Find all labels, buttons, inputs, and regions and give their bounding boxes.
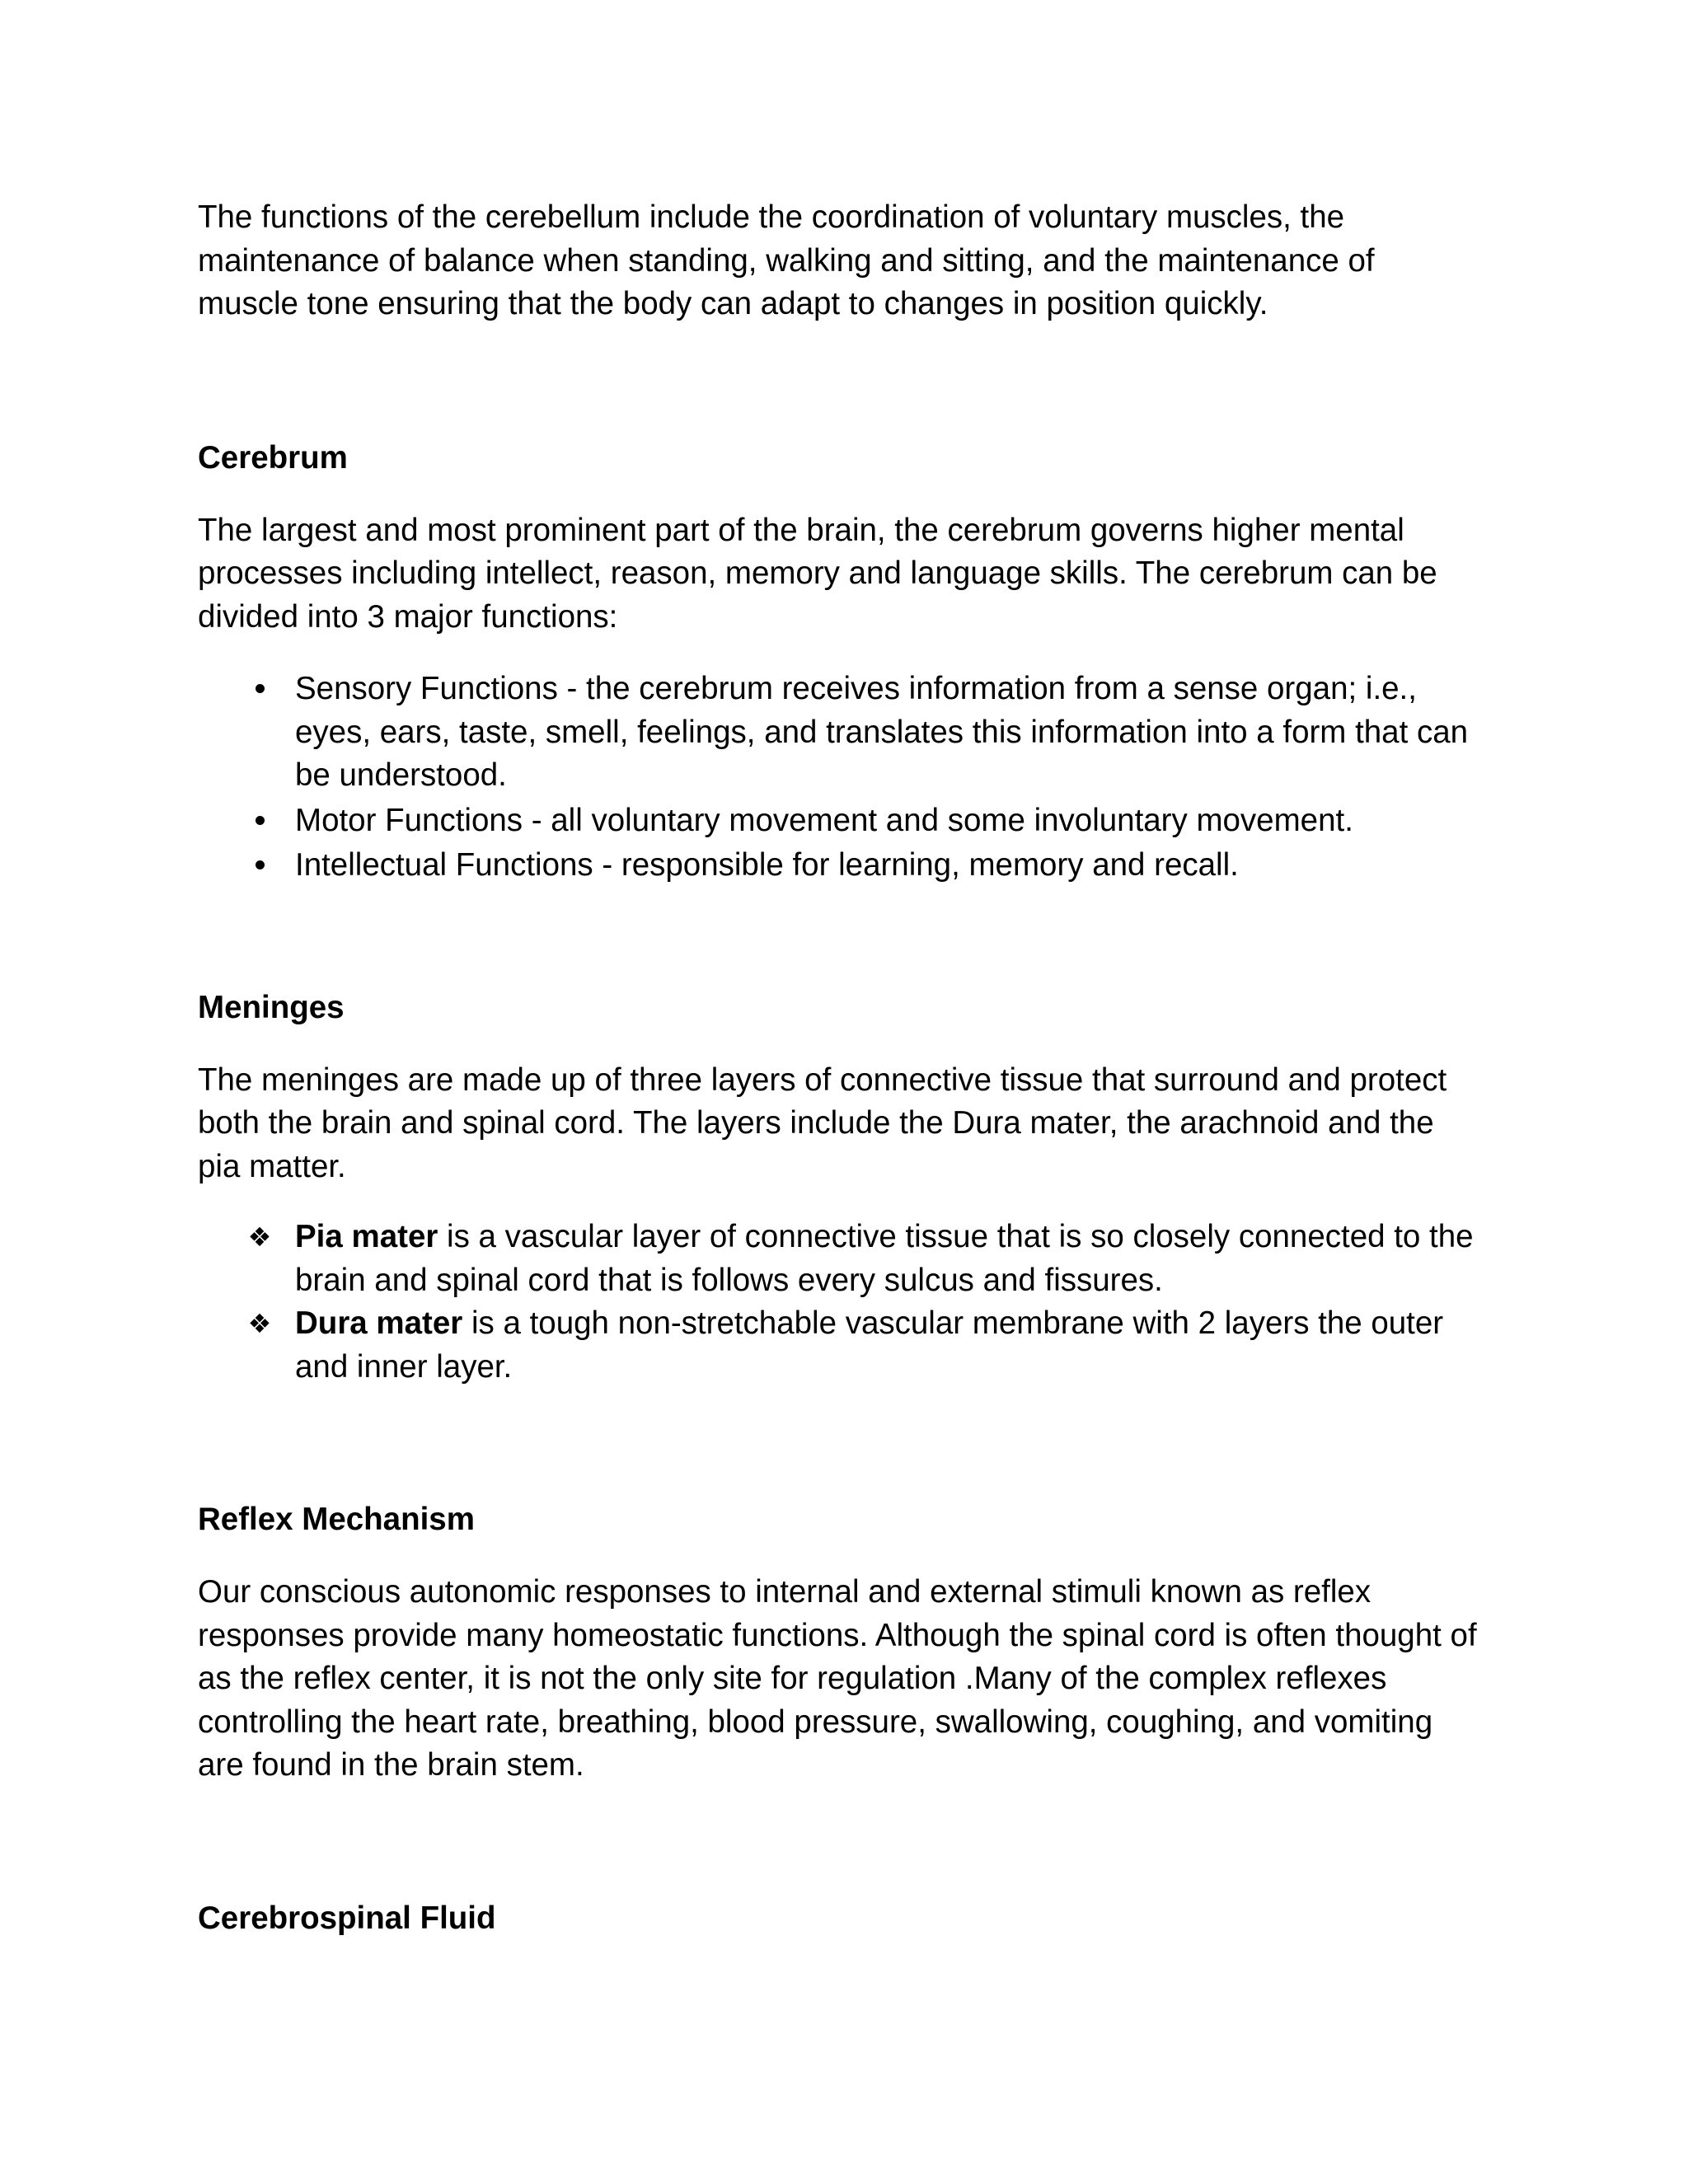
diamond-bullet-icon: ❖ xyxy=(247,1308,272,1339)
term-dura-mater: Dura mater xyxy=(295,1305,463,1341)
document-page xyxy=(198,196,1484,1940)
meninges-paragraph: The meninges are made up of three layers of connective tissue that surround and protect both the brain and spinal cord. The layers include the Dura mater, the arachnoid and the pia matter. xyxy=(198,1062,1447,1184)
list-item xyxy=(198,799,1484,843)
list-item xyxy=(198,1302,1484,1389)
cerebrum-paragraph: The largest and most prominent part of the brain, the cerebrum governs higher mental processes including intellect, reason, memory and language skills. The cerebrum can be divided into 3 major functions: xyxy=(198,512,1437,635)
term-pia-mater: Pia mater xyxy=(295,1219,438,1254)
diamond-bullet-icon: ❖ xyxy=(247,1221,272,1253)
list-item xyxy=(198,668,1484,798)
bullet-icon xyxy=(243,844,276,888)
list-item xyxy=(198,1216,1484,1302)
cerebrum-function-list xyxy=(198,668,1484,888)
list-item-text: is a tough non-stretchable vascular membrane with 2 layers the outer and inner layer. xyxy=(295,1305,1444,1385)
list-item-text: Motor Functions - all voluntary movement and some involuntary movement. xyxy=(295,802,1353,838)
meninges-layer-list xyxy=(198,1216,1484,1389)
cerebellum-paragraph: The functions of the cerebellum include the coordination of voluntary muscles, the maintenance of balance when standing, walking and sitting, and the maintenance of muscle tone ensuring that the body can adapt to changes in position quickly. xyxy=(198,199,1375,321)
reflex-mechanism-paragraph: Our conscious autonomic responses to internal and external stimuli known as reflex responses provide many homeostatic functions. Although the spinal cord is often thought of as the reflex center, it is not the only site for regulation .Many of the complex reflexes controlling the heart rate, breathing, blood pressure, swallowing, coughing, and vomiting are found in the brain stem. xyxy=(198,1574,1477,1783)
list-item xyxy=(198,844,1484,888)
cerebrospinal-fluid-heading: Cerebrospinal Fluid xyxy=(198,1900,496,1936)
reflex-mechanism-heading: Reflex Mechanism xyxy=(198,1502,475,1537)
bullet-icon xyxy=(243,799,276,843)
cerebrum-heading: Cerebrum xyxy=(198,439,348,476)
list-item-text: Sensory Functions - the cerebrum receives information from a sense organ; i.e., eyes, ears, taste, smell, feelings, and translates this information into a form that can be understood. xyxy=(295,671,1469,793)
list-item-text: Intellectual Functions - responsible for learning, memory and recall. xyxy=(295,847,1239,883)
bullet-icon xyxy=(243,668,276,711)
list-item-text: is a vascular layer of connective tissue that is so closely connected to the brain and spinal cord that is follows every sulcus and fissures. xyxy=(295,1219,1474,1298)
meninges-heading: Meninges xyxy=(198,989,345,1025)
